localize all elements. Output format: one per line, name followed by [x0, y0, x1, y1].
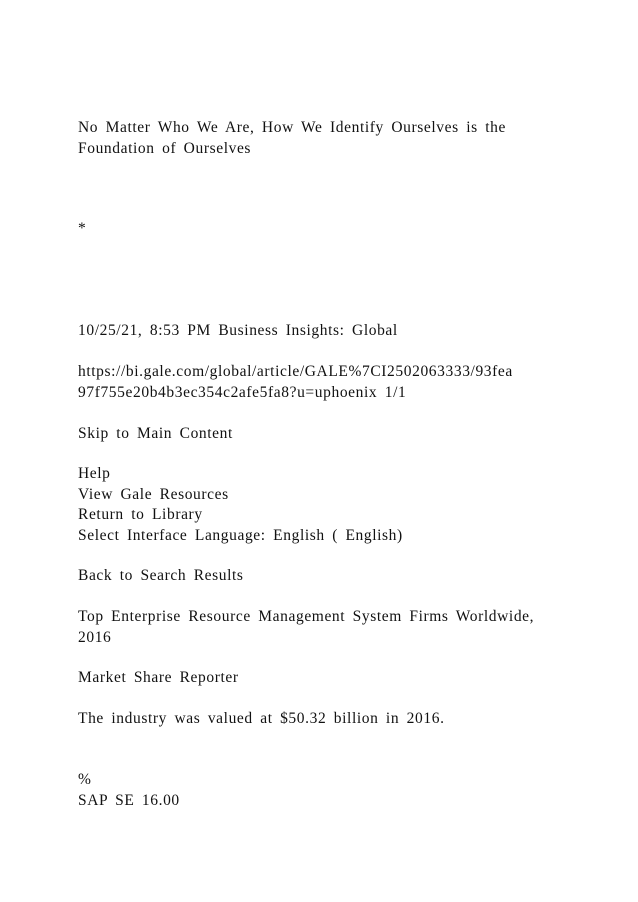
article-title-line-2: 2016: [78, 629, 112, 646]
url-line-2[interactable]: 97f755e20b4b3ec354c2afe5fa8?u=uphoenix 1/1: [78, 384, 407, 401]
document-title-line-1: No Matter Who We Are, How We Identify Ourselves is the: [78, 119, 506, 136]
print-header: 10/25/21, 8:53 PM Business Insights: Global: [78, 322, 398, 339]
table-row: SAP SE 16.00: [78, 792, 180, 809]
industry-summary: The industry was valued at $50.32 billion in 2016.: [78, 710, 445, 727]
back-to-search-results-link[interactable]: Back to Search Results: [78, 567, 244, 584]
source-publication: Market Share Reporter: [78, 669, 239, 686]
url-line-1[interactable]: https://bi.gale.com/global/article/GALE%7CI2502063333/93fea: [78, 363, 513, 380]
asterisk-separator: *: [78, 220, 87, 237]
return-to-library-link[interactable]: Return to Library: [78, 506, 203, 523]
view-gale-resources-link[interactable]: View Gale Resources: [78, 486, 229, 503]
skip-to-main-content-link[interactable]: Skip to Main Content: [78, 425, 233, 442]
table-header-percent: %: [78, 771, 92, 788]
article-title-line-1: Top Enterprise Resource Management System Firms Worldwide,: [78, 608, 535, 625]
help-link[interactable]: Help: [78, 465, 111, 482]
interface-language-select[interactable]: Select Interface Language: English ( English): [78, 527, 403, 544]
document-title-line-2: Foundation of Ourselves: [78, 140, 252, 157]
